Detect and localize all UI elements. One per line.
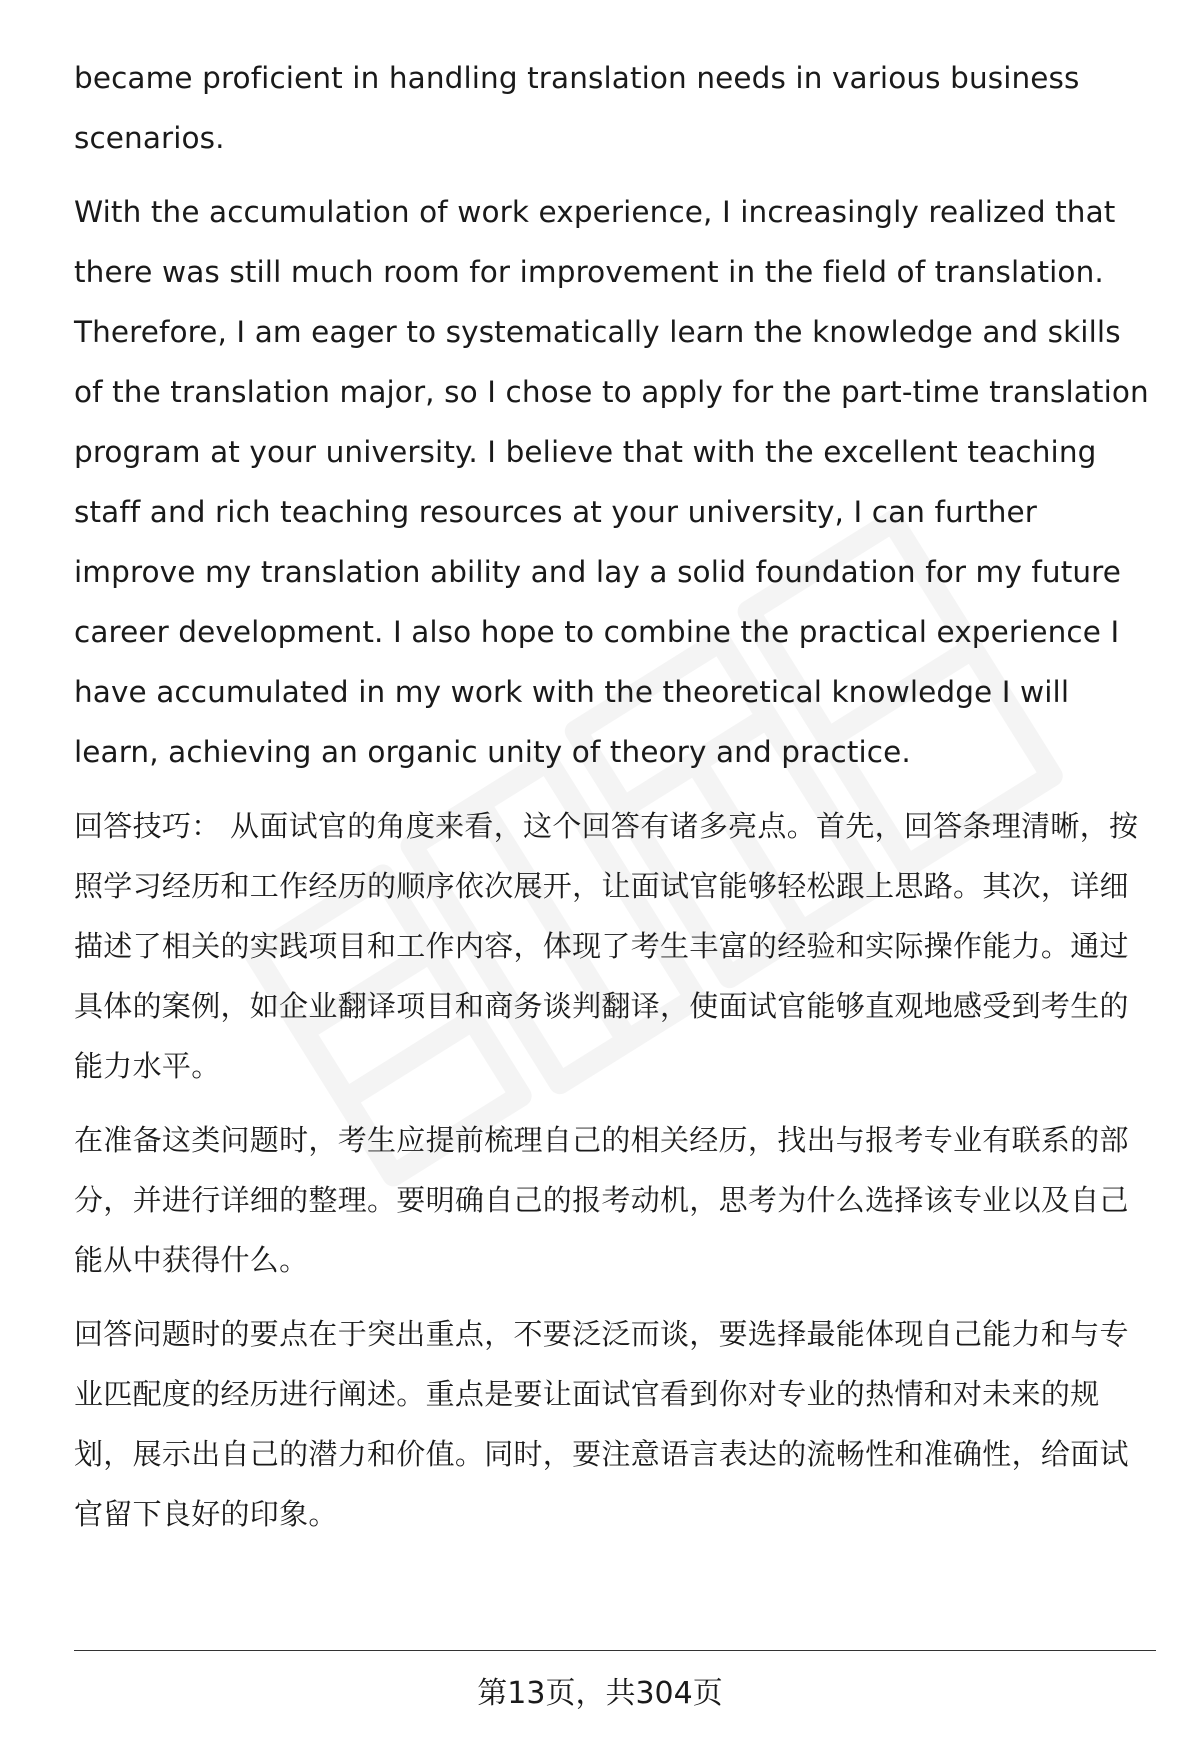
page-number: 第13页，共304页 [477,1676,723,1711]
paragraph-preparation: 在准备这类问题时，考生应提前梳理自己的相关经历，找出与报考专业有联系的部分，并进行详细的整理。要明确自己的报考动机，思考为什么选择该专业以及自己能从中获得什么。 [74,1123,1129,1277]
paragraph-answer-tips: 回答技巧： 从面试官的角度来看，这个回答有诸多亮点。首先，回答条理清晰，按照学习经历和工作经历的顺序依次展开，让面试官能够轻松跟上思路。其次，详细描述了相关的实践项目和工作内容，体现了考生丰富的经验和实际操作能力。通过具体的案例，如企业翻译项目和商务谈判翻译，使面试官能够直观地感受到考生的能力水平。 [74,809,1139,1083]
document-body [74,48,1154,1558]
footer-divider [74,1650,1156,1651]
paragraph-english-1: became proficient in handling translation needs in various business scenarios. [74,61,1080,155]
paragraph-key-points: 回答问题时的要点在于突出重点，不要泛泛而谈，要选择最能体现自己能力和与专业匹配度的经历进行阐述。重点是要让面试官看到你对专业的热情和对未来的规划，展示出自己的潜力和价值。同时，要注意语言表达的流畅性和准确性，给面试官留下良好的印象。 [74,1317,1129,1531]
paragraph-english-2: With the accumulation of work experience, I increasingly realized that there was still much room for improvement in the field of translation. Therefore, I am eager to systematically learn the knowledge and skills of the translation major, so I chose to apply for the part-time translation program at your university. I believe that with the excellent teaching staff and rich teaching resources at your university, I can further improve my translation ability and lay a solid foundation for my future career development. I also hope to combine the practical experience I have accumulated in my work with the theoretical knowledge I will learn, achieving an organic unity of theory and practice. [74,195,1149,769]
